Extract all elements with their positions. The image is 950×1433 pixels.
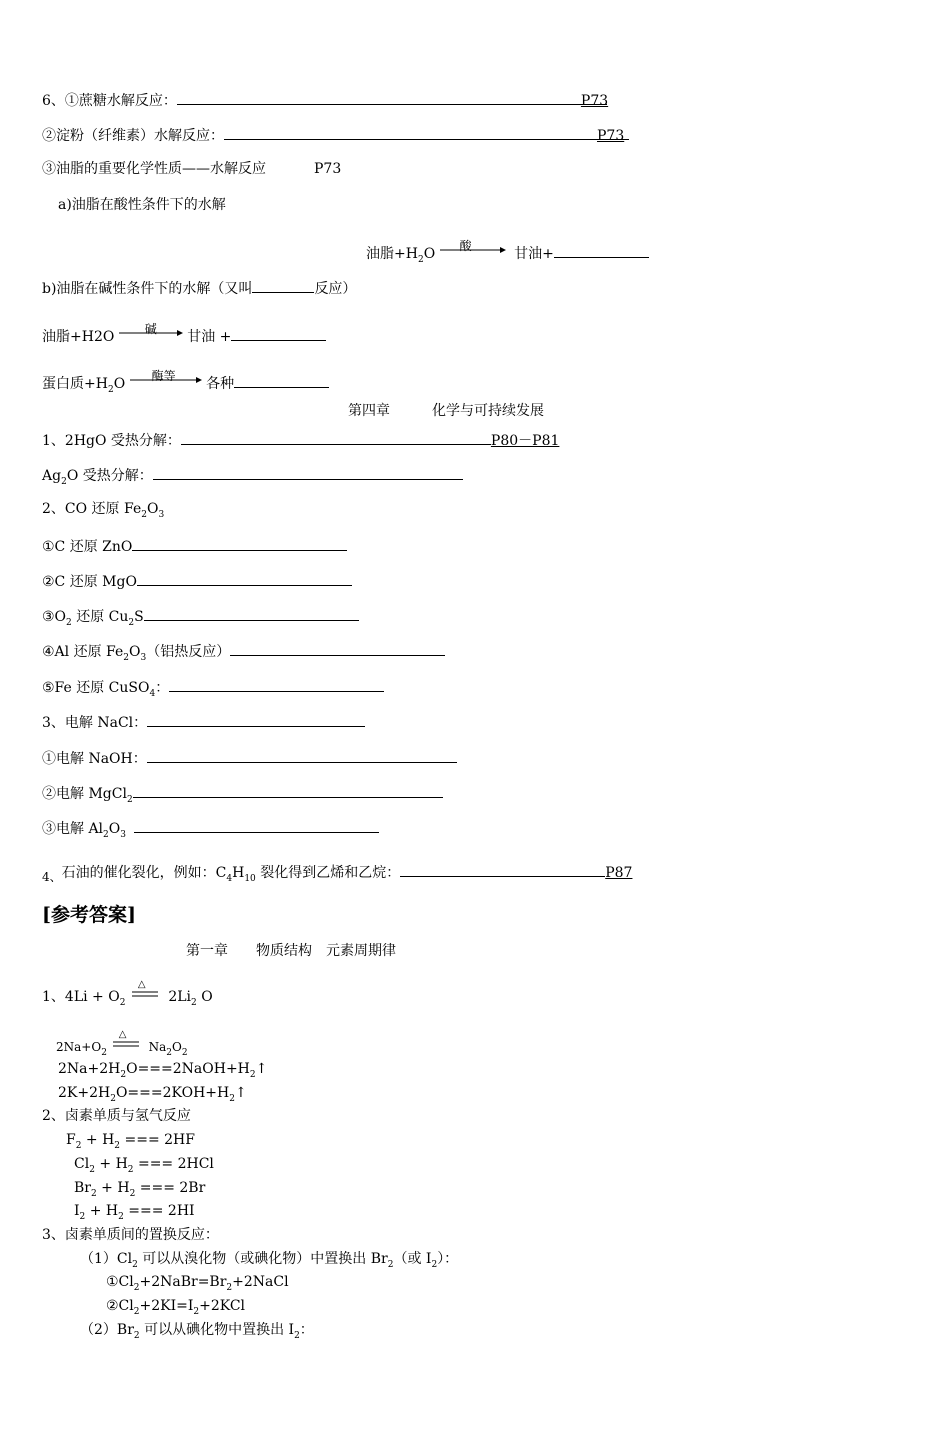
answer-blank[interactable] bbox=[132, 536, 347, 551]
acid-hydrolysis-equation: 油脂$+H_2O$ 酸 甘油+ bbox=[366, 243, 649, 263]
protein-hydrolysis-equation: 蛋白质$+H_2O$ 酶等 各种 bbox=[42, 373, 329, 393]
q4-2-1: ①C 还原 ZnO bbox=[42, 536, 347, 556]
answer-blank[interactable] bbox=[224, 125, 629, 140]
heating-condition bbox=[111, 1029, 141, 1056]
answer-3-1a: $①Cl_2+2NaBr=Br_2+2NaCl$ bbox=[106, 1274, 289, 1293]
q4-3: 3、电解 NaCl： bbox=[42, 712, 365, 732]
answer-1: 1、$4Li + O_2$ △ $2Li_2$ O bbox=[42, 984, 213, 1006]
heating-condition bbox=[130, 979, 160, 1006]
arrow-icon bbox=[130, 377, 202, 387]
answer-1d: $2K+2H_2O===2KOH+H_2↑$ bbox=[58, 1085, 247, 1104]
answer-blank[interactable] bbox=[133, 783, 443, 798]
q4-1b: $Ag_2O$ 受热分解： bbox=[42, 465, 463, 485]
answer-blank[interactable] bbox=[177, 90, 607, 105]
acid-hydrolysis-label: a)油脂在酸性条件下的水解 bbox=[58, 197, 226, 213]
chapter4-title: 第四章 化学与可持续发展 bbox=[348, 403, 544, 419]
answer-1c: $2Na+2H_2O===2NaOH+H_2↑$ bbox=[58, 1061, 268, 1080]
answer-blank[interactable] bbox=[400, 862, 605, 877]
answer-blank[interactable] bbox=[234, 373, 329, 388]
answer-2-1: $F_2 + H_2$ === 2HF bbox=[66, 1132, 195, 1151]
answer-3-2: $(2)Br_2$ 可以从碘化物中置换出 $I_2$： bbox=[80, 1322, 314, 1341]
heat-triangle-icon: △ bbox=[137, 979, 146, 990]
page-ref: P73 bbox=[580, 93, 609, 109]
q4-2-4: ④Al 还原 $Fe_2O_3$（铝热反应） bbox=[42, 641, 445, 661]
answer-blank[interactable] bbox=[144, 606, 359, 621]
arrow-icon bbox=[440, 247, 506, 257]
answer-2-4: $I_2 + H_2$ === 2HI bbox=[74, 1203, 195, 1222]
q4-2: 2、CO 还原 $Fe_2O_3$ bbox=[42, 501, 165, 520]
q4-2-5: ⑤Fe 还原 CuSO$_4$： bbox=[42, 677, 384, 697]
answer-blank[interactable] bbox=[252, 278, 314, 293]
equals-sign-icon bbox=[111, 1034, 141, 1056]
answer-3-title: 3、卤素单质间的置换反应： bbox=[42, 1227, 219, 1243]
q4-3-1: ①电解 NaOH： bbox=[42, 748, 457, 768]
reaction-arrow: 碱 bbox=[119, 328, 183, 346]
gas-arrow-icon: ↑ bbox=[255, 1061, 268, 1077]
gas-arrow-icon: ↑ bbox=[234, 1085, 247, 1101]
q4-3-3: ③电解 $Al_2O_3$ bbox=[42, 818, 379, 838]
base-hydrolysis-label: b)油脂在碱性条件下的水解（又叫 反应） bbox=[42, 278, 356, 298]
q6-2: ②淀粉（纤维素）水解反应： P73 bbox=[42, 125, 624, 145]
page-ref: P87 bbox=[605, 865, 633, 881]
page-ref: P80－P81 bbox=[490, 433, 560, 449]
q6-1: 6、①蔗糖水解反应： P73 bbox=[42, 90, 608, 110]
answer-blank[interactable] bbox=[181, 430, 491, 445]
answer-blank[interactable] bbox=[169, 677, 384, 692]
q4-2-3: $③O_2$ 还原 $Cu_2S$ bbox=[42, 606, 359, 626]
heat-triangle-icon: △ bbox=[118, 1029, 127, 1040]
reaction-arrow: 酶等 bbox=[130, 375, 202, 393]
reaction-arrow: 酸 bbox=[440, 245, 510, 263]
answers-header: [参考答案] bbox=[42, 904, 136, 926]
answer-3-1: $(1)Cl_2$ 可以从溴化物（或碘化物）中置换出 $Br_2$（或 $I_2$）： bbox=[80, 1251, 459, 1270]
chapter1-title: 第一章 物质结构 元素周期律 bbox=[186, 943, 396, 959]
q6-3: ③油脂的重要化学性质——水解反应 P73 bbox=[42, 161, 342, 177]
q4-1: 1、2HgO 受热分解： P80－P81 bbox=[42, 430, 559, 450]
answer-2-2: $Cl_2 + H_2$ === 2HCl bbox=[74, 1156, 214, 1175]
answer-blank[interactable] bbox=[153, 465, 463, 480]
answer-1b: $2Na+O_2$ △ $Na_2O_2$ bbox=[56, 1034, 188, 1056]
answer-blank[interactable] bbox=[134, 818, 379, 833]
answer-blank[interactable] bbox=[231, 326, 326, 341]
q4-3-2: ②电解 MgCl$_2$ bbox=[42, 783, 443, 803]
answer-blank[interactable] bbox=[147, 748, 457, 763]
base-hydrolysis-equation: 油脂+H2O 碱 甘油 + bbox=[42, 326, 326, 346]
answer-blank[interactable] bbox=[554, 243, 649, 258]
answer-blank[interactable] bbox=[230, 641, 445, 656]
q4-2-2: ②C 还原 MgO bbox=[42, 571, 352, 591]
equals-sign-icon bbox=[130, 984, 160, 1006]
answer-2-3: $Br_2 + H_2$ === 2Br bbox=[74, 1180, 206, 1199]
answer-2-title: 2、卤素单质与氢气反应 bbox=[42, 1108, 191, 1124]
answer-blank[interactable] bbox=[147, 712, 365, 727]
arrow-icon bbox=[119, 330, 183, 340]
answer-blank[interactable] bbox=[137, 571, 352, 586]
answer-3-1b: $②Cl_2+2KI=I_2+2KCl$ bbox=[106, 1298, 246, 1317]
q4-4: 4、石油的催化裂化，例如：$C_4H_{10}$ 裂化得到乙烯和乙烷： P87 bbox=[42, 862, 632, 886]
page-ref: P73 bbox=[597, 128, 625, 144]
